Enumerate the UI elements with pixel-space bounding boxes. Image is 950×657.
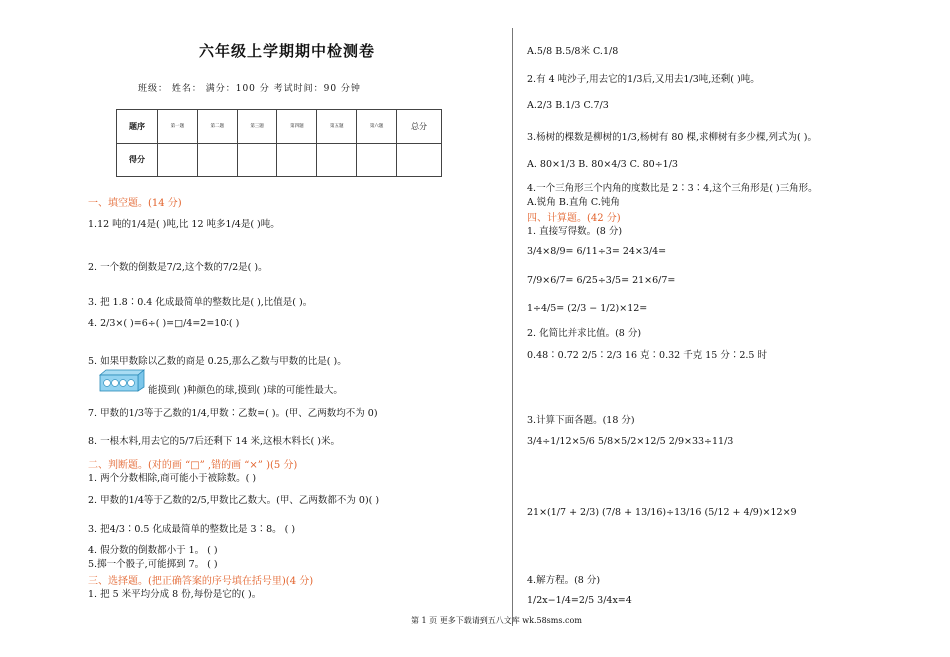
calc-row-3: 1÷4/5= (2/3 − 1/2)×12= bbox=[527, 303, 648, 314]
page-footer: 第 1 页 更多下载请到五八文库 wk.58sms.com bbox=[411, 616, 582, 625]
column-divider bbox=[512, 28, 513, 626]
question-2-2: 2. 甲数的1/4等于乙数的2/5,甲数比乙数大。(甲、乙两数都不为 0)( ) bbox=[88, 495, 380, 506]
page-title: 六年级上学期期中检测卷 bbox=[199, 42, 376, 60]
ratio-row: 0.48∶0.72 2/5∶2/3 16 克∶0.32 千克 15 分∶2.5 时 bbox=[527, 350, 767, 361]
score-col-1: 第一题 bbox=[158, 110, 198, 144]
calc-row-2: 7/9×6/7= 6/25÷3/5= 21×6/7= bbox=[527, 275, 676, 286]
question-3-4: 4.一个三角形三个内角的度数比是 2∶3∶4,这个三角形是( )三角形。 bbox=[527, 183, 818, 194]
score-cell bbox=[357, 143, 397, 177]
score-table bbox=[116, 109, 442, 177]
question-1-2: 2. 一个数的倒数是7/2,这个数的7/2是( )。 bbox=[88, 262, 268, 273]
score-table-row-order bbox=[117, 110, 442, 144]
question-4-2: 2. 化简比并求比值。(8 分) bbox=[527, 328, 642, 339]
question-1-8: 8. 一根木料,用去它的5/7后还剩下 14 米,这根木料长( )米。 bbox=[88, 436, 340, 447]
score-cell bbox=[237, 143, 277, 177]
section-3-heading: 三、选择题。(把正确答案的序号填在括号里)(4 分) bbox=[88, 576, 314, 587]
question-1-5: 5. 如果甲数除以乙数的商是 0.25,那么乙数与甲数的比是( )。 bbox=[88, 356, 347, 367]
choice-3-3-options: A. 80×1/3 B. 80×4/3 C. 80÷1/3 bbox=[527, 159, 678, 170]
score-total-label: 总分 bbox=[397, 110, 442, 144]
score-cell bbox=[277, 143, 317, 177]
question-4-3: 3.计算下面各题。(18 分) bbox=[527, 415, 635, 426]
compute-row-2: 21×(1/7 + 2/3) (7/8 + 13/16)÷13/16 (5/12 + 4/9)×12×9 bbox=[527, 507, 797, 518]
section-4-heading: 四、计算题。(42 分) bbox=[527, 213, 621, 224]
calc-row-1: 3/4×8/9= 6/11÷3= 24×3/4= bbox=[527, 246, 667, 257]
ball-box-icon bbox=[97, 368, 145, 392]
choice-3-1-options: A.5/8 B.5/8米 C.1/8 bbox=[527, 46, 619, 57]
question-3-2: 2.有 4 吨沙子,用去它的1/3后,又用去1/3吨,还剩( )吨。 bbox=[527, 74, 760, 85]
section-2-heading: 二、判断题。(对的画 “□” ,错的画 “×” )(5 分) bbox=[88, 460, 298, 471]
score-cell bbox=[317, 143, 357, 177]
score-cell bbox=[197, 143, 237, 177]
choice-3-4-options: A.锐角 B.直角 C.钝角 bbox=[527, 197, 620, 208]
score-row-label: 题序 bbox=[117, 110, 158, 144]
score-table-row-score bbox=[117, 143, 442, 177]
question-4-1: 1. 直接写得数。(8 分) bbox=[527, 226, 623, 237]
question-3-1: 1. 把 5 米平均分成 8 份,每份是它的( )。 bbox=[88, 589, 262, 600]
choice-3-2-options: A.2/3 B.1/3 C.7/3 bbox=[527, 100, 609, 111]
equation-row: 1/2x−1/4=2/5 3/4x=4 bbox=[527, 595, 632, 606]
score-col-4: 第四题 bbox=[277, 110, 317, 144]
question-2-5: 5.掷一个骰子,可能掷到 7。 ( ) bbox=[88, 559, 218, 570]
question-4-4: 4.解方程。(8 分) bbox=[527, 575, 601, 586]
score-col-6: 第六题 bbox=[357, 110, 397, 144]
score-row-label: 得分 bbox=[117, 143, 158, 177]
score-col-2: 第二题 bbox=[197, 110, 237, 144]
section-1-heading: 一、填空题。(14 分) bbox=[88, 198, 182, 209]
question-2-4: 4. 假分数的倒数都小于 1。 ( ) bbox=[88, 545, 218, 556]
question-1-6: 能摸到( )种颜色的球,摸到( )球的可能性最大。 bbox=[148, 385, 343, 396]
question-2-3: 3. 把4/3∶0.5 化成最简单的整数比是 3∶8。 ( ) bbox=[88, 524, 296, 535]
score-col-3: 第三题 bbox=[237, 110, 277, 144]
header-info: 班级： 姓名： 满分：100 分 考试时间：90 分钟 bbox=[138, 84, 361, 94]
score-col-5: 第五题 bbox=[317, 110, 357, 144]
question-1-3: 3. 把 1.8∶0.4 化成最简单的整数比是( ),比值是( )。 bbox=[88, 297, 313, 308]
compute-row-1: 3/4÷1/12×5/6 5/8×5/2×12/5 2/9×33÷11/3 bbox=[527, 436, 734, 447]
question-1-1: 1.12 吨的1/4是( )吨,比 12 吨多1/4是( )吨。 bbox=[88, 219, 280, 230]
question-1-4: 4. 2/3×( )=6÷( )=□/4=2=10∶( ) bbox=[88, 318, 240, 329]
question-3-3: 3.杨树的棵数是柳树的1/3,杨树有 80 棵,求柳树有多少棵,列式为( )。 bbox=[527, 132, 817, 143]
score-cell bbox=[158, 143, 198, 177]
score-cell bbox=[397, 143, 442, 177]
question-2-1: 1. 两个分数相除,商可能小于被除数。( ) bbox=[88, 473, 257, 484]
question-1-7: 7. 甲数的1/3等于乙数的1/4,甲数∶乙数=( )。(甲、乙两数均不为 0) bbox=[88, 408, 378, 419]
